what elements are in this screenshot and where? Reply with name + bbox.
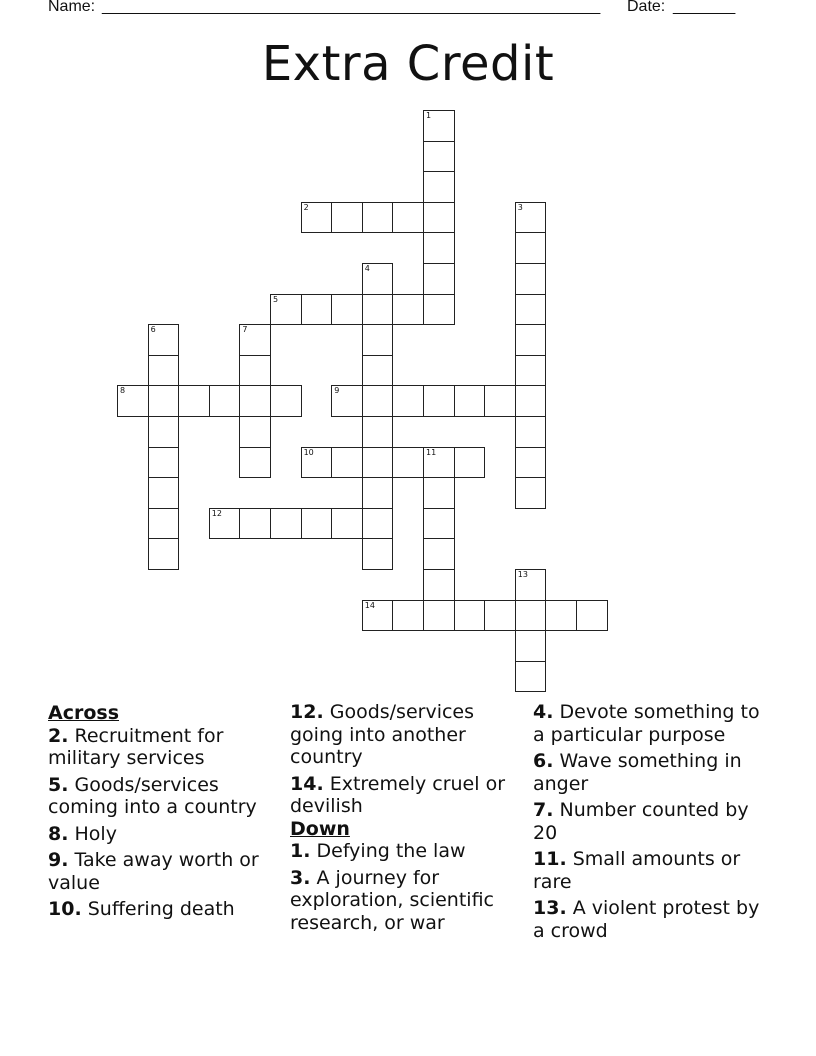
clue-down-7: 7. Number counted by 20 — [533, 799, 749, 844]
crossword-cell[interactable] — [362, 263, 394, 295]
crossword-cell[interactable] — [454, 385, 486, 417]
crossword-cell[interactable] — [423, 447, 455, 479]
crossword-cell[interactable] — [515, 385, 547, 417]
crossword-cell[interactable] — [454, 600, 486, 632]
clues-column-1 — [48, 701, 278, 925]
crossword-cell[interactable] — [392, 385, 424, 417]
crossword-cell[interactable] — [576, 600, 608, 632]
clue-number: 14 — [364, 600, 375, 610]
clues-column-3 — [533, 701, 773, 946]
crossword-cell[interactable] — [515, 416, 547, 448]
crossword-cell[interactable] — [362, 355, 394, 387]
crossword-cell[interactable] — [239, 447, 271, 479]
crossword-cell[interactable] — [484, 385, 516, 417]
down-heading: Down — [290, 817, 350, 840]
crossword-cell[interactable] — [515, 232, 547, 264]
clue-down-4: 4. Devote something to a particular purpose — [533, 701, 760, 746]
crossword-cell[interactable] — [148, 385, 180, 417]
crossword-cell[interactable] — [239, 355, 271, 387]
crossword-cell[interactable] — [362, 416, 394, 448]
crossword-cell[interactable] — [178, 385, 210, 417]
crossword-cell[interactable] — [362, 447, 394, 479]
crossword-cell[interactable] — [239, 508, 271, 540]
crossword-cell[interactable] — [270, 508, 302, 540]
crossword-cell[interactable] — [117, 385, 149, 417]
clue-down-6: 6. Wave something in anger — [533, 750, 742, 795]
crossword-cell[interactable] — [392, 202, 424, 234]
crossword-cell[interactable] — [301, 447, 333, 479]
crossword-cell[interactable] — [331, 385, 363, 417]
clue-number: 8 — [120, 386, 126, 396]
crossword-cell[interactable] — [209, 508, 241, 540]
crossword-cell[interactable] — [148, 324, 180, 356]
crossword-cell[interactable] — [515, 600, 547, 632]
date-line[interactable]: _______ — [673, 0, 736, 15]
date-label: Date: — [627, 0, 666, 15]
clue-down-1: 1. Defying the law — [290, 840, 466, 862]
crossword-cell[interactable] — [362, 294, 394, 326]
clue-number: 13 — [517, 570, 528, 579]
crossword-cell[interactable] — [331, 447, 363, 479]
crossword-cell[interactable] — [392, 600, 424, 632]
crossword-cell[interactable] — [362, 477, 394, 509]
crossword-cell[interactable] — [423, 141, 455, 173]
crossword-cell[interactable] — [362, 324, 394, 356]
crossword-cell[interactable] — [423, 600, 455, 632]
clue-number: 1 — [426, 111, 432, 120]
clue-across-2: 2. Recruitment for military services — [48, 724, 224, 769]
clue-down-13: 13. A violent protest by a crowd — [533, 897, 760, 942]
crossword-cell[interactable] — [423, 294, 455, 326]
crossword-cell[interactable] — [423, 477, 455, 509]
crossword-cell[interactable] — [331, 294, 363, 326]
crossword-cell[interactable] — [515, 355, 547, 387]
crossword-cell[interactable] — [392, 447, 424, 479]
crossword-cell[interactable] — [148, 538, 180, 570]
crossword-cell[interactable] — [515, 477, 547, 509]
crossword-cell[interactable] — [362, 508, 394, 540]
crossword-cell[interactable] — [515, 661, 547, 693]
clue-across-12: 12. Goods/services going into another country — [290, 701, 475, 768]
crossword-cell[interactable] — [301, 202, 333, 234]
crossword-cell[interactable] — [484, 600, 516, 632]
crossword-cell[interactable] — [362, 538, 394, 570]
crossword-cell[interactable] — [362, 600, 394, 632]
crossword-cell[interactable] — [454, 447, 486, 479]
crossword-cell[interactable] — [148, 355, 180, 387]
clue-number: 4 — [364, 264, 370, 273]
crossword-cell[interactable] — [515, 202, 547, 234]
crossword-cell[interactable] — [239, 324, 271, 356]
across-heading: Across — [48, 702, 120, 724]
crossword-cell[interactable] — [515, 263, 547, 295]
clue-number: 12 — [211, 508, 222, 518]
crossword-cell[interactable] — [148, 508, 180, 540]
clue-down-11: 11. Small amounts or rare — [533, 848, 741, 893]
crossword-cell[interactable] — [239, 385, 271, 417]
crossword-cell[interactable] — [239, 416, 271, 448]
crossword-cell[interactable] — [423, 110, 455, 142]
crossword-cell[interactable] — [423, 385, 455, 417]
crossword-cell[interactable] — [148, 477, 180, 509]
crossword-cell[interactable] — [331, 202, 363, 234]
clue-across-5: 5. Goods/services coming into a country — [48, 773, 257, 818]
clue-number: 9 — [334, 386, 340, 396]
crossword-cell[interactable] — [362, 202, 394, 234]
clue-number: 7 — [242, 325, 248, 335]
crossword-cell[interactable] — [423, 171, 455, 203]
name-line[interactable]: ________________________________________________________ — [102, 0, 601, 15]
crossword-cell[interactable] — [392, 294, 424, 326]
crossword-cell[interactable] — [270, 385, 302, 417]
crossword-cell[interactable] — [423, 508, 455, 540]
crossword-cell[interactable] — [301, 508, 333, 540]
clue-number: 6 — [150, 325, 156, 335]
clue-across-9: 9. Take away worth or value — [48, 849, 259, 894]
name-label: Name: — [48, 0, 96, 15]
crossword-cell[interactable] — [423, 232, 455, 264]
crossword-cell[interactable] — [423, 202, 455, 234]
crossword-cell[interactable] — [362, 385, 394, 417]
crossword-cell[interactable] — [148, 447, 180, 479]
clue-number: 10 — [303, 447, 314, 457]
clue-number: 5 — [273, 294, 279, 304]
clue-across-10: 10. Suffering death — [48, 898, 235, 920]
clue-number: 3 — [517, 202, 523, 212]
crossword-cell[interactable] — [148, 416, 180, 448]
crossword-cell[interactable] — [423, 263, 455, 295]
crossword-cell[interactable] — [515, 447, 547, 479]
crossword-cell[interactable] — [331, 508, 363, 540]
crossword-cell[interactable] — [545, 600, 577, 632]
clue-down-3: 3. A journey for exploration, scientific research, or war — [290, 866, 494, 934]
crossword-cell[interactable] — [270, 294, 302, 326]
crossword-cell[interactable] — [515, 324, 547, 356]
crossword-cell[interactable] — [423, 538, 455, 570]
crossword-cell[interactable] — [515, 294, 547, 326]
clue-number: 11 — [426, 447, 437, 457]
crossword-cell[interactable] — [209, 385, 241, 417]
crossword-cell[interactable] — [301, 294, 333, 326]
clue-across-14: 14. Extremely cruel or devilish — [290, 772, 506, 817]
clues-column-2 — [290, 701, 526, 938]
crossword-cell[interactable] — [515, 630, 547, 662]
page-title: Extra Credit — [261, 36, 555, 92]
crossword-cell[interactable] — [515, 569, 547, 601]
crossword-cell[interactable] — [423, 569, 455, 601]
clue-across-8: 8. Holy — [48, 822, 117, 845]
clue-number: 2 — [303, 202, 309, 212]
